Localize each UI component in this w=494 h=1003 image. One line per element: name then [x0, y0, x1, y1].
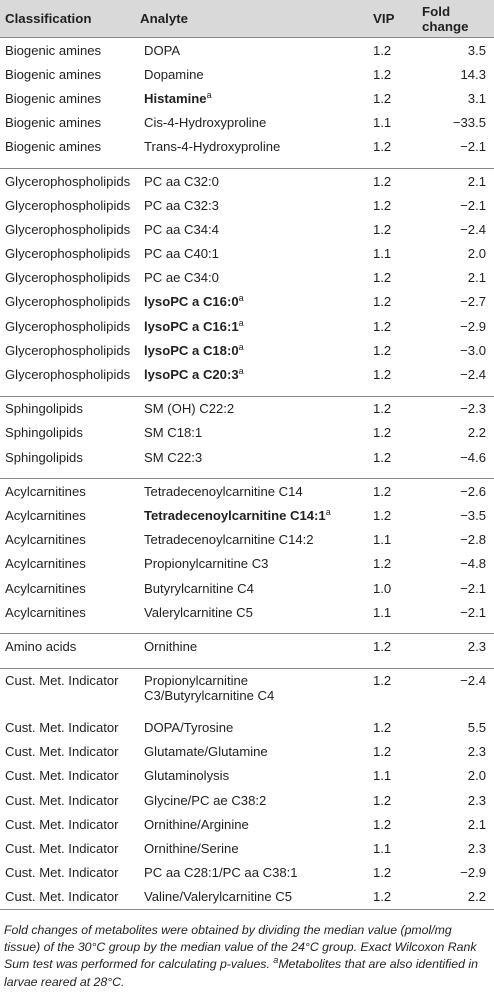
cell-vip: 1.2	[373, 318, 392, 334]
cell-vip: 1.2	[373, 507, 392, 523]
cell-vip: 1.2	[359, 885, 414, 910]
analyte-sup-marker: a	[206, 89, 212, 100]
cell-fold-change: 2.2	[467, 425, 486, 441]
table-row	[0, 764, 494, 788]
analyte-sup-marker: a	[325, 506, 331, 517]
table-row	[0, 111, 494, 135]
cell-classification: Acylcarnitines	[5, 604, 86, 620]
cell-vip: 1.2	[373, 865, 392, 881]
footnote-main-text: Fold changes of metabolites were obtained by dividing the median value (pmol/mg tissue) of the 30°C group by the median value of the 24°C group. Exact Wilcoxon Rank Sum test was performed for calculating p-values.	[4, 923, 477, 972]
group-spacer	[0, 624, 494, 634]
spacer-cell	[359, 159, 414, 169]
cell-vip: 1.2	[373, 270, 392, 286]
table-row	[0, 861, 494, 885]
spacer-cell	[414, 659, 494, 669]
cell-classification: Sphingolipids	[5, 449, 83, 465]
spacer-cell	[0, 624, 135, 634]
analyte-name: lysoPC a C16:1	[144, 318, 239, 334]
analyte-name: lysoPC a C16:0	[144, 294, 239, 310]
cell-classification: Acylcarnitines	[5, 580, 86, 596]
cell-vip: 1.2	[373, 449, 392, 465]
cell-classification: Cust. Met. Indicator	[5, 841, 119, 857]
cell-analyte	[135, 217, 359, 241]
cell-classification: Cust. Met. Indicator	[0, 668, 135, 716]
spacer-cell	[0, 159, 135, 169]
table-row	[0, 168, 494, 193]
table-row	[0, 362, 494, 386]
analyte-name: Dopamine	[144, 66, 204, 82]
analyte-name: SM (OH) C22:2	[144, 401, 235, 417]
header-analyte: Analyte	[135, 0, 359, 38]
table-header	[0, 0, 494, 38]
table-row	[0, 38, 494, 63]
cell-classification: Acylcarnitines	[5, 556, 86, 572]
cell-analyte	[135, 836, 359, 860]
cell-classification: Cust. Met. Indicator	[5, 816, 119, 832]
table-row	[0, 396, 494, 421]
cell-fold-change: 14.3	[460, 66, 486, 82]
cell-analyte	[135, 634, 359, 659]
cell-vip: 1.0	[373, 580, 392, 596]
cell-fold-change: 2.3	[467, 744, 486, 760]
spacer-cell	[135, 469, 359, 479]
table-row	[0, 193, 494, 217]
cell-analyte	[135, 168, 359, 193]
spacer-cell	[0, 469, 135, 479]
analyte-name: Tetradecenoylcarnitine C14:2	[144, 532, 314, 548]
spacer-cell	[0, 659, 135, 669]
cell-analyte	[135, 62, 359, 86]
table-row	[0, 528, 494, 552]
table-row	[0, 634, 494, 659]
cell-vip: 1.2	[373, 221, 392, 237]
cell-classification: Glycerophospholipids	[5, 221, 131, 237]
table-row	[0, 600, 494, 624]
group-spacer	[0, 387, 494, 397]
analyte-name: Ornithine/Arginine	[144, 816, 249, 832]
cell-vip: 1.2	[373, 744, 392, 760]
cell-analyte	[135, 885, 359, 910]
cell-vip: 1.2	[359, 634, 414, 659]
cell-fold-change: −2.1	[460, 197, 486, 213]
group-spacer	[0, 659, 494, 669]
cell-fold-change: −2.9	[460, 865, 486, 881]
analyte-name: Cis-4-Hydroxyproline	[144, 115, 267, 131]
analyte-name: Ornithine	[144, 638, 198, 654]
cell-vip: 1.1	[373, 115, 392, 131]
cell-vip: 1.2	[373, 556, 392, 572]
cell-analyte	[135, 788, 359, 812]
table-row	[0, 503, 494, 527]
table-row	[0, 836, 494, 860]
cell-fold-change: 2.2	[414, 885, 494, 910]
cell-fold-change: 2.3	[467, 792, 486, 808]
analyte-sup-marker: a	[238, 317, 244, 328]
cell-vip: 1.2	[373, 367, 392, 383]
cell-fold-change: 3.5	[414, 38, 494, 63]
cell-classification: Biogenic amines	[0, 38, 135, 63]
spacer-cell	[414, 624, 494, 634]
analyte-sup-marker: a	[238, 341, 244, 352]
cell-analyte	[135, 135, 359, 159]
analyte-sup-marker: a	[238, 366, 244, 377]
analyte-name: Trans-4-Hydroxyproline	[144, 139, 281, 155]
table-row	[0, 62, 494, 86]
table-row	[0, 812, 494, 836]
cell-classification: Cust. Met. Indicator	[5, 865, 119, 881]
cell-fold-change: 2.0	[467, 768, 486, 784]
spacer-cell	[359, 624, 414, 634]
analyte-name: lysoPC a C20:3	[144, 367, 239, 383]
cell-analyte	[135, 338, 359, 362]
cell-classification: Acylcarnitines	[5, 507, 86, 523]
cell-analyte	[135, 266, 359, 290]
analyte-name: Glutamate/Glutamine	[144, 744, 268, 760]
analyte-name: lysoPC a C18:0	[144, 342, 239, 358]
analyte-name: Butyrylcarnitine C4	[144, 580, 254, 596]
cell-analyte	[135, 716, 359, 740]
cell-classification: Sphingolipids	[0, 396, 135, 421]
table-row	[0, 668, 494, 716]
spacer-cell	[359, 387, 414, 397]
cell-classification: Glycerophospholipids	[5, 367, 131, 383]
analyte-name: DOPA	[144, 42, 181, 58]
cell-vip: 1.2	[373, 197, 392, 213]
table-row	[0, 552, 494, 576]
cell-vip: 1.1	[373, 841, 392, 857]
cell-analyte	[135, 552, 359, 576]
cell-analyte	[135, 740, 359, 764]
analyte-name: Glycine/PC ae C38:2	[144, 792, 267, 808]
cell-analyte	[135, 111, 359, 135]
cell-analyte	[135, 600, 359, 624]
cell-vip: 1.2	[373, 425, 392, 441]
group-spacer	[0, 469, 494, 479]
cell-analyte	[135, 86, 359, 110]
header-row	[0, 0, 494, 38]
cell-vip: 1.2	[373, 720, 392, 736]
analyte-name: SM C18:1	[144, 425, 203, 441]
spacer-cell	[135, 624, 359, 634]
table-row	[0, 217, 494, 241]
cell-classification: Glycerophospholipids	[0, 168, 135, 193]
table-row	[0, 338, 494, 362]
cell-vip: 1.2	[373, 66, 392, 82]
cell-vip: 1.2	[359, 396, 414, 421]
cell-classification: Glycerophospholipids	[5, 318, 131, 334]
analyte-name: Ornithine/Serine	[144, 841, 239, 857]
table-row	[0, 314, 494, 338]
analyte-name: PC aa C40:1	[144, 246, 219, 262]
cell-classification: Glycerophospholipids	[5, 294, 131, 310]
footnote-sup-marker: a	[273, 955, 279, 966]
cell-vip: 1.2	[373, 342, 392, 358]
analyte-name: Propionylcarnitine	[144, 672, 249, 688]
cell-classification: Biogenic amines	[5, 90, 102, 106]
cell-classification: Cust. Met. Indicator	[5, 720, 119, 736]
footnote-sup-text: Metabolites that are also identified in larvae reared at 28°C.	[4, 957, 478, 989]
header-vip: VIP	[359, 0, 414, 38]
cell-classification: Glycerophospholipids	[5, 270, 131, 286]
table-row	[0, 576, 494, 600]
cell-fold-change: 3.1	[467, 90, 486, 106]
spacer-cell	[135, 659, 359, 669]
table-row	[0, 86, 494, 110]
cell-fold-change: 2.1	[467, 816, 486, 832]
header-fold-change: Fold change	[414, 0, 494, 38]
analyte-name: Valine/Valerylcarnitine C5	[144, 889, 292, 905]
cell-classification: Cust. Met. Indicator	[5, 768, 119, 784]
table-row	[0, 421, 494, 445]
analyte-name: Histamine	[144, 90, 207, 106]
analyte-sup-marker: a	[238, 293, 244, 304]
cell-classification: Amino acids	[0, 634, 135, 659]
group-spacer	[0, 159, 494, 169]
table-row	[0, 479, 494, 504]
cell-classification: Cust. Met. Indicator	[5, 792, 119, 808]
cell-classification: Cust. Met. Indicator	[0, 885, 135, 910]
table-row	[0, 788, 494, 812]
cell-vip: 1.2	[373, 294, 392, 310]
cell-classification: Biogenic amines	[5, 139, 102, 155]
cell-vip: 1.2	[359, 479, 414, 504]
cell-analyte	[135, 503, 359, 527]
cell-fold-change: −4.8	[460, 556, 486, 572]
spacer-cell	[135, 159, 359, 169]
cell-fold-change: −2.3	[414, 396, 494, 421]
cell-analyte	[135, 479, 359, 504]
cell-analyte	[135, 396, 359, 421]
cell-classification: Acylcarnitines	[5, 532, 86, 548]
table-body	[0, 38, 494, 910]
cell-fold-change: −3.5	[460, 507, 486, 523]
cell-vip: 1.2	[373, 90, 392, 106]
cell-fold-change: 2.1	[467, 270, 486, 286]
cell-vip: 1.2	[359, 38, 414, 63]
cell-analyte	[135, 668, 359, 716]
cell-classification: Glycerophospholipids	[5, 246, 131, 262]
spacer-cell	[414, 159, 494, 169]
cell-classification: Glycerophospholipids	[5, 342, 131, 358]
cell-fold-change: −2.4	[460, 221, 486, 237]
cell-analyte	[135, 290, 359, 314]
analyte-name: PC ae C34:0	[144, 270, 219, 286]
cell-classification: Glycerophospholipids	[5, 197, 131, 213]
analyte-name: PC aa C34:4	[144, 221, 219, 237]
cell-classification: Sphingolipids	[5, 425, 83, 441]
spacer-cell	[0, 387, 135, 397]
cell-fold-change: −2.7	[460, 294, 486, 310]
cell-analyte	[135, 38, 359, 63]
header-classification: Classification	[0, 0, 135, 38]
cell-fold-change: −2.6	[414, 479, 494, 504]
cell-fold-change: 5.5	[467, 720, 486, 736]
cell-fold-change: −2.1	[460, 139, 486, 155]
table-row	[0, 740, 494, 764]
analyte-name: Glutaminolysis	[144, 768, 230, 784]
cell-fold-change: 2.3	[414, 634, 494, 659]
cell-fold-change: 2.0	[467, 246, 486, 262]
table-row	[0, 290, 494, 314]
cell-analyte	[135, 362, 359, 386]
cell-fold-change: −2.9	[460, 318, 486, 334]
cell-classification: Biogenic amines	[5, 115, 102, 131]
analyte-name: PC aa C32:0	[144, 173, 219, 189]
cell-vip: 1.2	[373, 139, 392, 155]
analyte-name: SM C22:3	[144, 449, 203, 465]
cell-analyte	[135, 861, 359, 885]
cell-fold-change: −2.1	[460, 580, 486, 596]
table-row	[0, 716, 494, 740]
cell-vip: 1.2	[359, 668, 414, 716]
cell-analyte	[135, 576, 359, 600]
table-row	[0, 242, 494, 266]
analyte-name: Propionylcarnitine C3	[144, 556, 269, 572]
cell-vip: 1.1	[373, 768, 392, 784]
cell-analyte	[135, 812, 359, 836]
cell-vip: 1.2	[373, 816, 392, 832]
spacer-cell	[359, 659, 414, 669]
cell-classification: Biogenic amines	[5, 66, 102, 82]
cell-analyte	[135, 764, 359, 788]
analyte-name: Valerylcarnitine C5	[144, 604, 253, 620]
table-row	[0, 266, 494, 290]
analyte-name-line2: C3/Butyrylcarnitine C4	[144, 687, 275, 703]
cell-fold-change: 2.3	[467, 841, 486, 857]
cell-analyte	[135, 242, 359, 266]
analyte-name: PC aa C28:1/PC aa C38:1	[144, 865, 298, 881]
table-row	[0, 135, 494, 159]
spacer-cell	[414, 387, 494, 397]
cell-vip: 1.2	[373, 792, 392, 808]
cell-fold-change: −3.0	[460, 342, 486, 358]
table-footnote	[0, 910, 494, 991]
cell-vip: 1.1	[373, 532, 392, 548]
cell-fold-change: −2.8	[460, 532, 486, 548]
cell-fold-change: −4.6	[460, 449, 486, 465]
cell-vip: 1.1	[373, 246, 392, 262]
cell-classification: Acylcarnitines	[0, 479, 135, 504]
table-row	[0, 445, 494, 469]
cell-analyte	[135, 421, 359, 445]
cell-classification: Cust. Met. Indicator	[5, 744, 119, 760]
cell-analyte	[135, 193, 359, 217]
cell-analyte	[135, 314, 359, 338]
cell-fold-change: −2.4	[414, 668, 494, 716]
cell-fold-change: −2.4	[460, 367, 486, 383]
spacer-cell	[135, 387, 359, 397]
cell-vip: 1.2	[359, 168, 414, 193]
cell-analyte	[135, 528, 359, 552]
analyte-name: Tetradecenoylcarnitine C14:1	[144, 507, 326, 523]
cell-fold-change: 2.1	[414, 168, 494, 193]
cell-fold-change: −33.5	[452, 115, 486, 131]
analyte-name: PC aa C32:3	[144, 197, 219, 213]
table-row	[0, 885, 494, 910]
analyte-name: DOPA/Tyrosine	[144, 720, 234, 736]
cell-vip: 1.1	[373, 604, 392, 620]
spacer-cell	[359, 469, 414, 479]
cell-fold-change: −2.1	[460, 604, 486, 620]
cell-analyte	[135, 445, 359, 469]
spacer-cell	[414, 469, 494, 479]
analyte-name: Tetradecenoylcarnitine C14	[144, 483, 303, 499]
